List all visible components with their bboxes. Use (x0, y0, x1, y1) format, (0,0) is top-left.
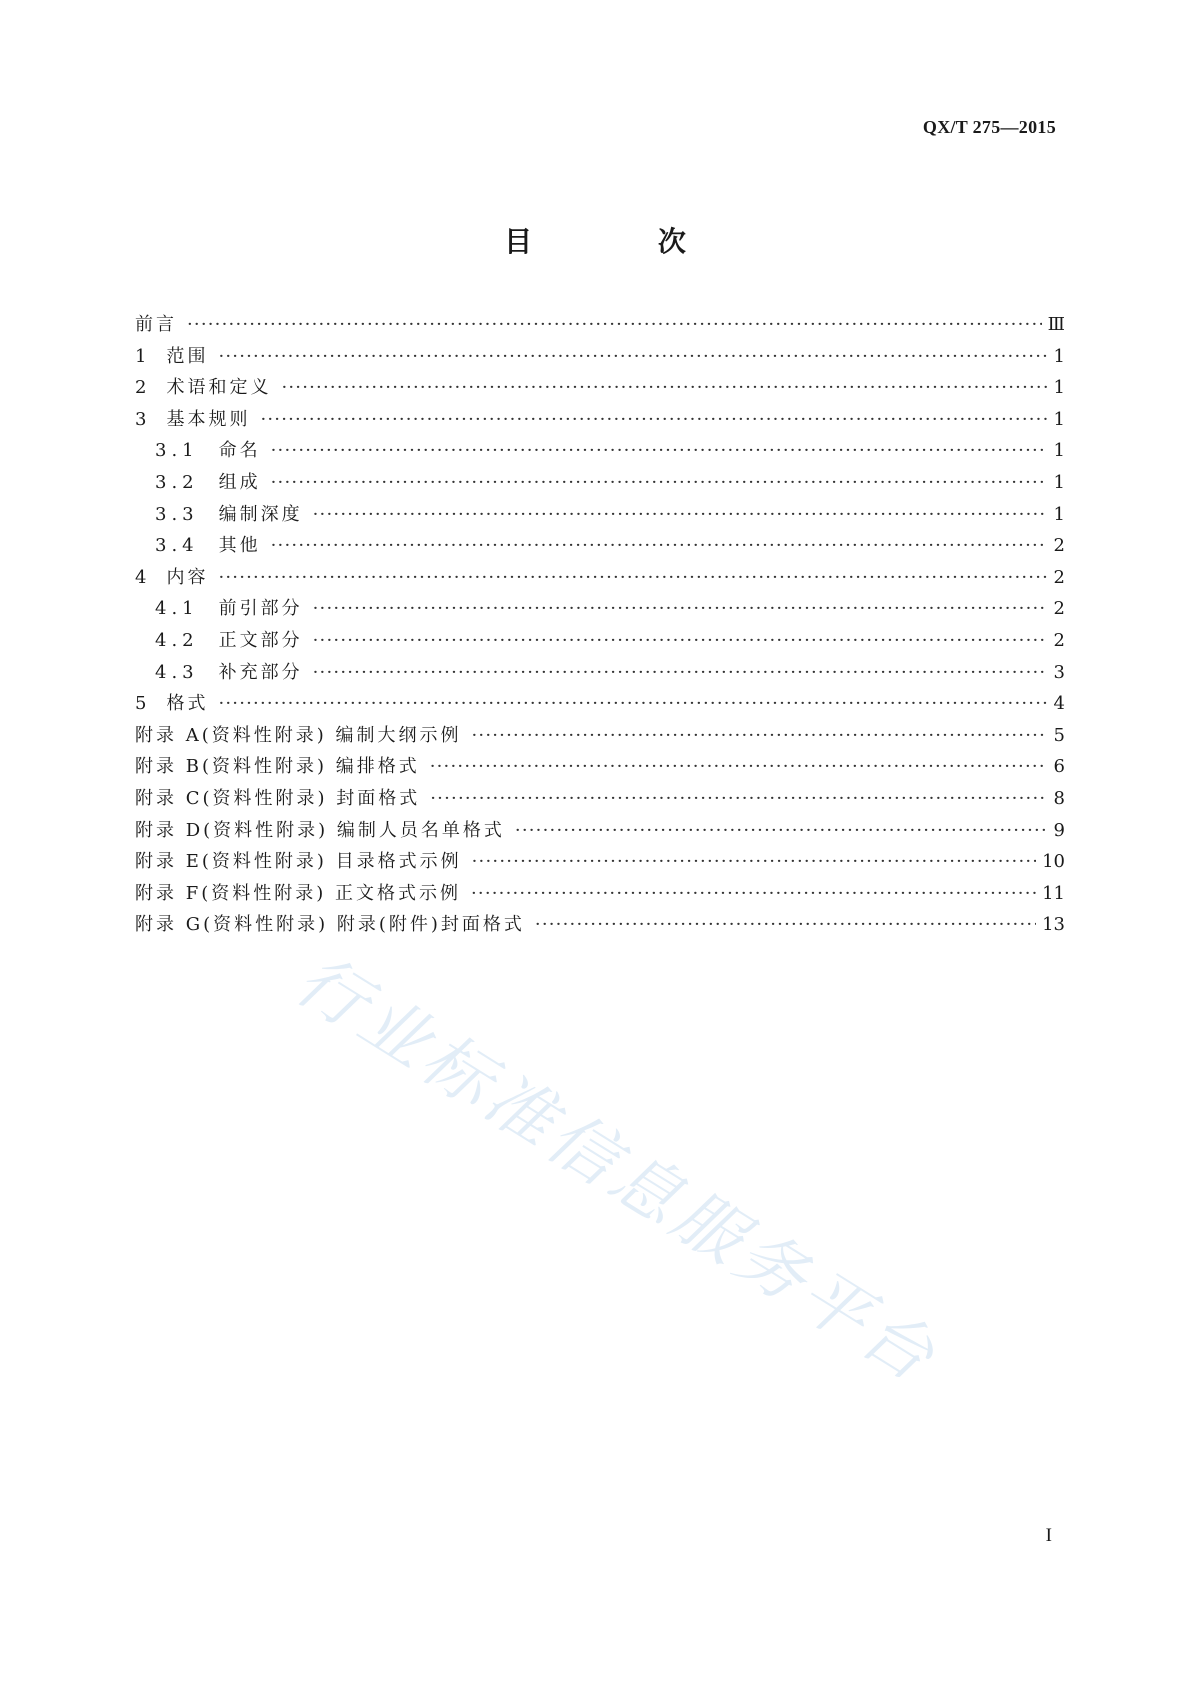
toc-entry-label: 内容 (166, 566, 209, 588)
toc-entry[interactable] (135, 404, 1065, 436)
toc-entry-page: Ⅲ (1047, 314, 1065, 335)
toc-entry-page: 1 (1053, 377, 1065, 399)
toc-entry-page: 6 (1053, 756, 1065, 778)
toc-entry[interactable] (135, 751, 1065, 783)
toc-entry[interactable] (135, 467, 1065, 499)
toc-entry-label: 编制深度 (218, 503, 303, 525)
toc-entry-page: 1 (1053, 408, 1065, 430)
toc-entry[interactable] (135, 309, 1065, 341)
toc-entry-label: 附录 C(资料性附录) 封面格式 (135, 787, 421, 809)
toc-entry-page: 2 (1053, 629, 1065, 651)
toc-entry[interactable] (135, 341, 1065, 373)
toc-leader-dots (430, 751, 1047, 783)
toc-entry-label: 补充部分 (218, 661, 303, 683)
watermark: 行业标准信息服务平台 (282, 940, 952, 1400)
toc-entry[interactable] (135, 593, 1065, 625)
toc-entry-label: 附录 A(资料性附录) 编制大纲示例 (135, 724, 462, 746)
toc-leader-dots (313, 593, 1047, 625)
toc-entry-page: 13 (1042, 914, 1065, 936)
toc-leader-dots (271, 530, 1047, 562)
toc-leader-dots (515, 815, 1047, 847)
toc-entry-page: 4 (1053, 693, 1065, 715)
toc-entry[interactable] (135, 372, 1065, 404)
toc-entry-label: 基本规则 (166, 408, 251, 430)
toc-leader-dots (271, 467, 1047, 499)
toc-entry-page: 1 (1053, 440, 1065, 462)
toc-leader-dots (313, 625, 1047, 657)
toc-entry-label: 正文部分 (218, 629, 303, 651)
toc-entry-label: 命名 (218, 440, 261, 462)
toc-entry-label: 附录 F(资料性附录) 正文格式示例 (135, 882, 461, 904)
toc-entry-label: 组成 (218, 471, 261, 493)
toc-entry-number: 3.2 (155, 471, 199, 493)
toc-entry[interactable] (135, 909, 1065, 941)
toc-entry-label: 附录 G(资料性附录) 附录(附件)封面格式 (135, 914, 525, 936)
toc-entry-number: 3.3 (155, 503, 199, 525)
toc-leader-dots (430, 783, 1047, 815)
toc-entry-label: 前言 (135, 314, 177, 335)
toc-entry-number: 4.2 (155, 629, 199, 651)
toc-entry-label: 格式 (166, 693, 209, 715)
toc-leader-dots (218, 688, 1047, 720)
toc-entry[interactable] (135, 657, 1065, 689)
toc-entry-page: 1 (1053, 503, 1065, 525)
toc-entry-label: 前引部分 (218, 598, 303, 620)
toc-entry-label: 其他 (218, 535, 261, 557)
toc-entry-page: 1 (1053, 345, 1065, 367)
toc-leader-dots (472, 846, 1036, 878)
toc-entry-label: 附录 D(资料性附录) 编制人员名单格式 (135, 819, 505, 841)
toc-entry-page: 9 (1053, 819, 1065, 841)
toc-entry[interactable] (135, 562, 1065, 594)
toc-entry-page: 8 (1053, 787, 1065, 809)
toc-leader-dots (218, 562, 1047, 594)
toc-leader-dots (472, 720, 1048, 752)
table-of-contents (135, 309, 1065, 941)
toc-entry-page: 1 (1053, 471, 1065, 493)
toc-entry-label: 附录 B(资料性附录) 编排格式 (135, 756, 420, 778)
toc-entry-page: 11 (1042, 882, 1065, 904)
page-number: I (1045, 1525, 1052, 1546)
toc-leader-dots (313, 499, 1047, 531)
toc-leader-dots (271, 435, 1047, 467)
toc-entry-label: 术语和定义 (166, 377, 272, 399)
toc-entry-page: 10 (1042, 851, 1065, 873)
page-title: 目 次 (504, 225, 744, 258)
toc-entry-page: 2 (1053, 566, 1065, 588)
toc-leader-dots (471, 878, 1036, 910)
toc-entry[interactable] (135, 720, 1065, 752)
toc-entry[interactable] (135, 530, 1065, 562)
toc-entry-label: 范围 (166, 345, 209, 367)
toc-entry-page: 3 (1053, 661, 1065, 683)
toc-entry-page: 2 (1053, 598, 1065, 620)
toc-leader-dots (281, 372, 1047, 404)
toc-entry-number: 4.3 (155, 661, 199, 683)
toc-leader-dots (313, 657, 1047, 689)
toc-entry-number: 4.1 (155, 598, 199, 620)
toc-entry-number: 2 (135, 377, 151, 399)
toc-entry[interactable] (135, 499, 1065, 531)
toc-leader-dots (218, 341, 1047, 373)
toc-entry-number: 3 (135, 408, 151, 430)
toc-leader-dots (187, 309, 1042, 341)
toc-entry-page: 2 (1053, 535, 1065, 557)
standard-code: QX/T 275—2015 (922, 117, 1056, 137)
toc-entry[interactable] (135, 783, 1065, 815)
toc-entry[interactable] (135, 878, 1065, 910)
toc-leader-dots (260, 404, 1047, 436)
toc-entry[interactable] (135, 815, 1065, 847)
toc-entry-number: 5 (135, 693, 151, 715)
toc-entry[interactable] (135, 435, 1065, 467)
toc-entry[interactable] (135, 846, 1065, 878)
toc-entry[interactable] (135, 688, 1065, 720)
toc-entry-number: 4 (135, 566, 151, 588)
toc-entry-number: 3.4 (155, 535, 199, 557)
toc-leader-dots (535, 909, 1036, 941)
toc-entry-label: 附录 E(资料性附录) 目录格式示例 (135, 851, 462, 873)
toc-entry-page: 5 (1053, 724, 1065, 746)
toc-entry[interactable] (135, 625, 1065, 657)
toc-entry-number: 1 (135, 345, 151, 367)
toc-entry-number: 3.1 (155, 440, 199, 462)
